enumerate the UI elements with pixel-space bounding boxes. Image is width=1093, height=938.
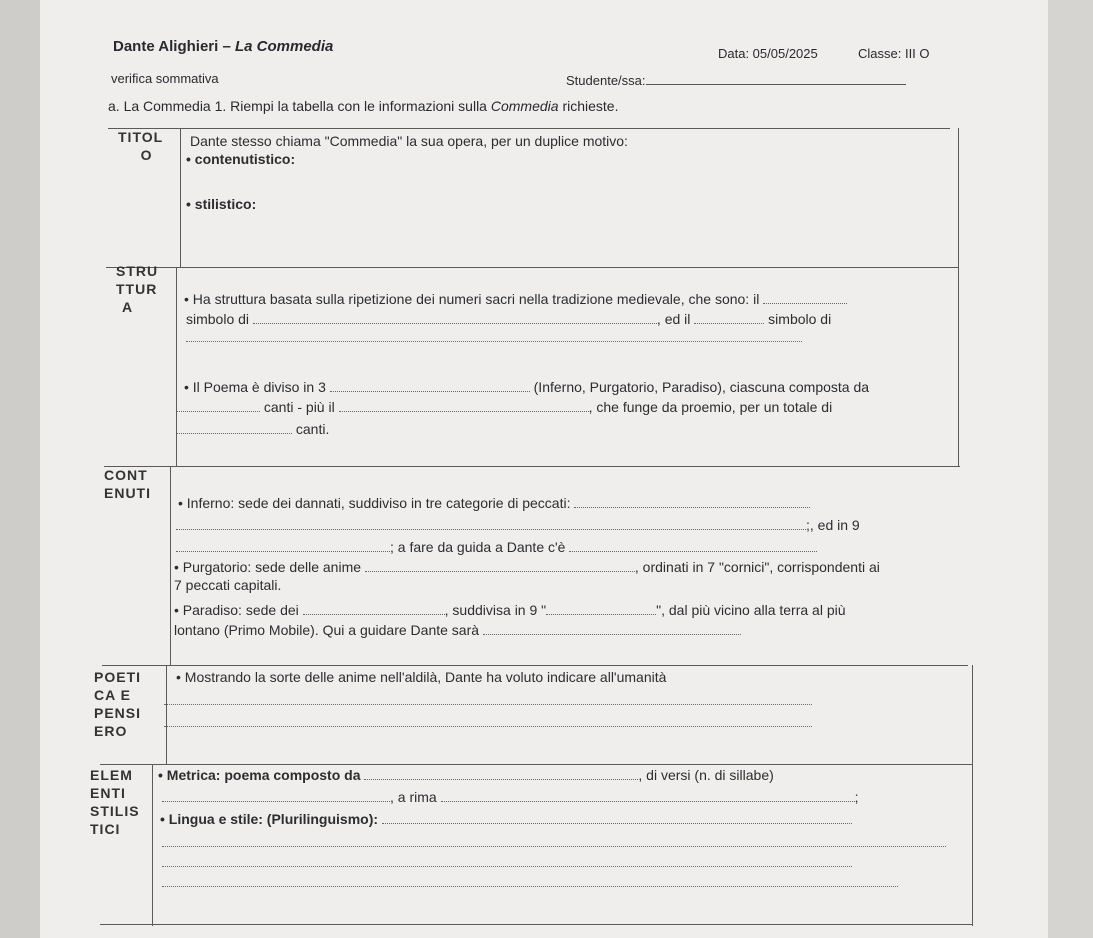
label-contenuti-line1: CONT — [104, 467, 148, 483]
row-divider-1 — [106, 267, 958, 268]
contenuti-line5: 7 peccati capitali. — [174, 577, 282, 593]
elementi-line3-text: • Lingua e stile: (Plurilinguismo): — [160, 811, 379, 827]
struttura-line5 — [176, 420, 329, 438]
elementi-line2 — [162, 788, 858, 806]
label-elementi-line3: STILIS — [90, 803, 140, 819]
label-elementi — [90, 766, 140, 838]
blank-guida-paradiso[interactable] — [483, 622, 741, 635]
row-divider-2 — [104, 466, 960, 467]
label-poetica-line3: PENSI — [94, 705, 142, 721]
instruction-suffix: richieste. — [558, 98, 619, 114]
right-border-upper — [958, 128, 959, 467]
contenuti-line2 — [176, 516, 860, 534]
label-poetica-line2: CA E — [94, 687, 131, 703]
label-poetica-line1: POETI — [94, 669, 142, 685]
elementi-line2-b: ; — [854, 789, 859, 805]
label-elementi-line4: TICI — [90, 821, 121, 837]
titolo-bullet-stilistico: • stilistico: — [186, 196, 257, 212]
struttura-line1 — [184, 290, 847, 308]
blank-cantiche[interactable] — [330, 379, 530, 392]
label-contenuti-line2: ENUTI — [104, 485, 151, 501]
test-type: verifica sommativa — [111, 71, 219, 86]
label-titolo-line1: TITOL — [118, 129, 164, 145]
blank-guida-inferno[interactable] — [569, 539, 817, 552]
contenuti-inferno — [178, 494, 810, 512]
blank-lingua-4[interactable] — [162, 886, 898, 887]
label-poetica — [94, 668, 141, 740]
blank-cieli[interactable] — [546, 602, 656, 615]
elementi-line1-a: • Metrica: poema composto da — [158, 767, 361, 783]
blank-sacred-number-1[interactable] — [763, 291, 847, 304]
label-elementi-line2: ENTI — [90, 785, 126, 801]
instruction-text: a. La Commedia 1. Riempi la tabella con le informazioni sulla — [108, 98, 491, 114]
struttura-line4-a: canti - più il — [263, 399, 335, 415]
blank-anime-purgatorio[interactable] — [365, 559, 635, 572]
row-divider-3 — [102, 665, 968, 666]
contenuti-purgatorio — [174, 558, 880, 576]
label-titolo — [118, 128, 163, 164]
col-divider-5 — [152, 764, 153, 926]
contenuti-line6-c: ", dal più vicino alla terra al più — [656, 602, 846, 618]
elementi-line2-a: , a rima — [390, 789, 437, 805]
contenuti-line3-text: ; a fare da guida a Dante c'è — [390, 539, 566, 555]
col-divider-3 — [170, 466, 171, 666]
blank-symbol-2[interactable] — [186, 341, 802, 342]
title — [113, 38, 333, 55]
struttura-line2-b: , ed il — [656, 311, 691, 327]
struttura-line1-text: • Ha struttura basata sulla ripetizione dei numeri sacri nella tradizione medievale, che sono: il — [184, 291, 760, 307]
title-work: La Commedia — [234, 38, 334, 55]
blank-lingua-2[interactable] — [162, 846, 946, 847]
elementi-metrica — [158, 766, 774, 784]
col-divider-4 — [166, 665, 167, 765]
contenuti-line4-b: , ordinati in 7 "cornici", corrispondenti ai — [634, 559, 880, 575]
contenuti-line3 — [176, 538, 817, 556]
elementi-lingua — [160, 810, 852, 828]
contenuti-line2-text: ;, ed in 9 — [806, 517, 860, 533]
contenuti-paradiso — [174, 601, 846, 619]
struttura-line2-a: simbolo di — [186, 311, 250, 327]
blank-symbol-1[interactable] — [253, 311, 657, 324]
label-elementi-line1: ELEM — [90, 767, 133, 783]
page-edge-shadow — [1048, 0, 1093, 938]
contenuti-line7 — [174, 621, 741, 639]
row-divider-4 — [100, 764, 972, 765]
label-poetica-line4: ERO — [94, 723, 128, 739]
student-name-field[interactable] — [646, 83, 906, 85]
blank-cerchi[interactable] — [176, 539, 390, 552]
blank-totale-canti[interactable] — [176, 421, 292, 434]
blank-peccati-1[interactable] — [574, 495, 810, 508]
class-label: Classe: III O — [858, 46, 930, 61]
struttura-line5-text: canti. — [295, 421, 330, 437]
struttura-line3-b: (Inferno, Purgatorio, Paradiso), ciascuna composta da — [533, 379, 870, 395]
elementi-line1-b: , di versi (n. di sillabe) — [638, 767, 774, 783]
titolo-bullet-contenutistico: • contenutistico: — [186, 151, 296, 167]
label-struttura-line2: TTUR — [116, 281, 158, 297]
poetica-line1: • Mostrando la sorte delle anime nell'aldilà, Dante ha voluto indicare all'umanità — [176, 669, 667, 685]
label-titolo-line2: O — [140, 147, 153, 163]
blank-beati[interactable] — [303, 602, 445, 615]
label-contenuti — [104, 466, 151, 502]
blank-canti-per-cantica[interactable] — [176, 399, 260, 412]
label-struttura-line3: A — [122, 299, 134, 315]
date-label: Data: 05/05/2025 — [718, 46, 818, 61]
blank-versi[interactable] — [162, 789, 390, 802]
struttura-line3 — [184, 378, 869, 396]
table-top-border — [108, 128, 950, 129]
struttura-line4-b: , che funge da proemio, per un totale di — [588, 399, 833, 415]
label-struttura — [116, 262, 158, 316]
blank-rima[interactable] — [441, 789, 855, 802]
blank-sacred-number-2[interactable] — [694, 311, 764, 324]
contenuti-line1-text: • Inferno: sede dei dannati, suddiviso in tre categorie di peccati: — [178, 495, 571, 511]
contenuti-line6-b: , suddivisa in 9 " — [444, 602, 547, 618]
title-author: Dante Alighieri – — [113, 38, 235, 55]
struttura-line4 — [176, 398, 832, 416]
instruction-work: Commedia — [490, 98, 559, 114]
blank-lingua-3[interactable] — [162, 866, 852, 867]
struttura-line2 — [186, 310, 831, 328]
struttura-line3-a: • Il Poema è diviso in 3 — [184, 379, 326, 395]
instruction — [108, 98, 618, 114]
table-bottom-border — [100, 924, 972, 925]
blank-peccati-2[interactable] — [176, 517, 806, 530]
contenuti-line4-a: • Purgatorio: sede delle anime — [174, 559, 362, 575]
blank-poetica-2[interactable] — [164, 726, 812, 727]
contenuti-line7-text: lontano (Primo Mobile). Qui a guidare Dante sarà — [174, 622, 480, 638]
blank-metrica[interactable] — [364, 767, 638, 780]
contenuti-line6-a: • Paradiso: sede dei — [174, 602, 299, 618]
student-label — [566, 73, 906, 88]
student-label-text: Studente/ssa: — [566, 73, 646, 88]
right-border-lower — [972, 665, 973, 926]
blank-poetica-1[interactable] — [164, 704, 812, 705]
blank-proemio[interactable] — [339, 399, 589, 412]
blank-lingua-1[interactable] — [382, 811, 852, 824]
titolo-intro: Dante stesso chiama "Commedia" la sua opera, per un duplice motivo: — [190, 133, 628, 149]
label-struttura-line1: STRU — [116, 263, 159, 279]
col-divider-1 — [180, 128, 181, 268]
struttura-line2-c: simbolo di — [768, 311, 832, 327]
